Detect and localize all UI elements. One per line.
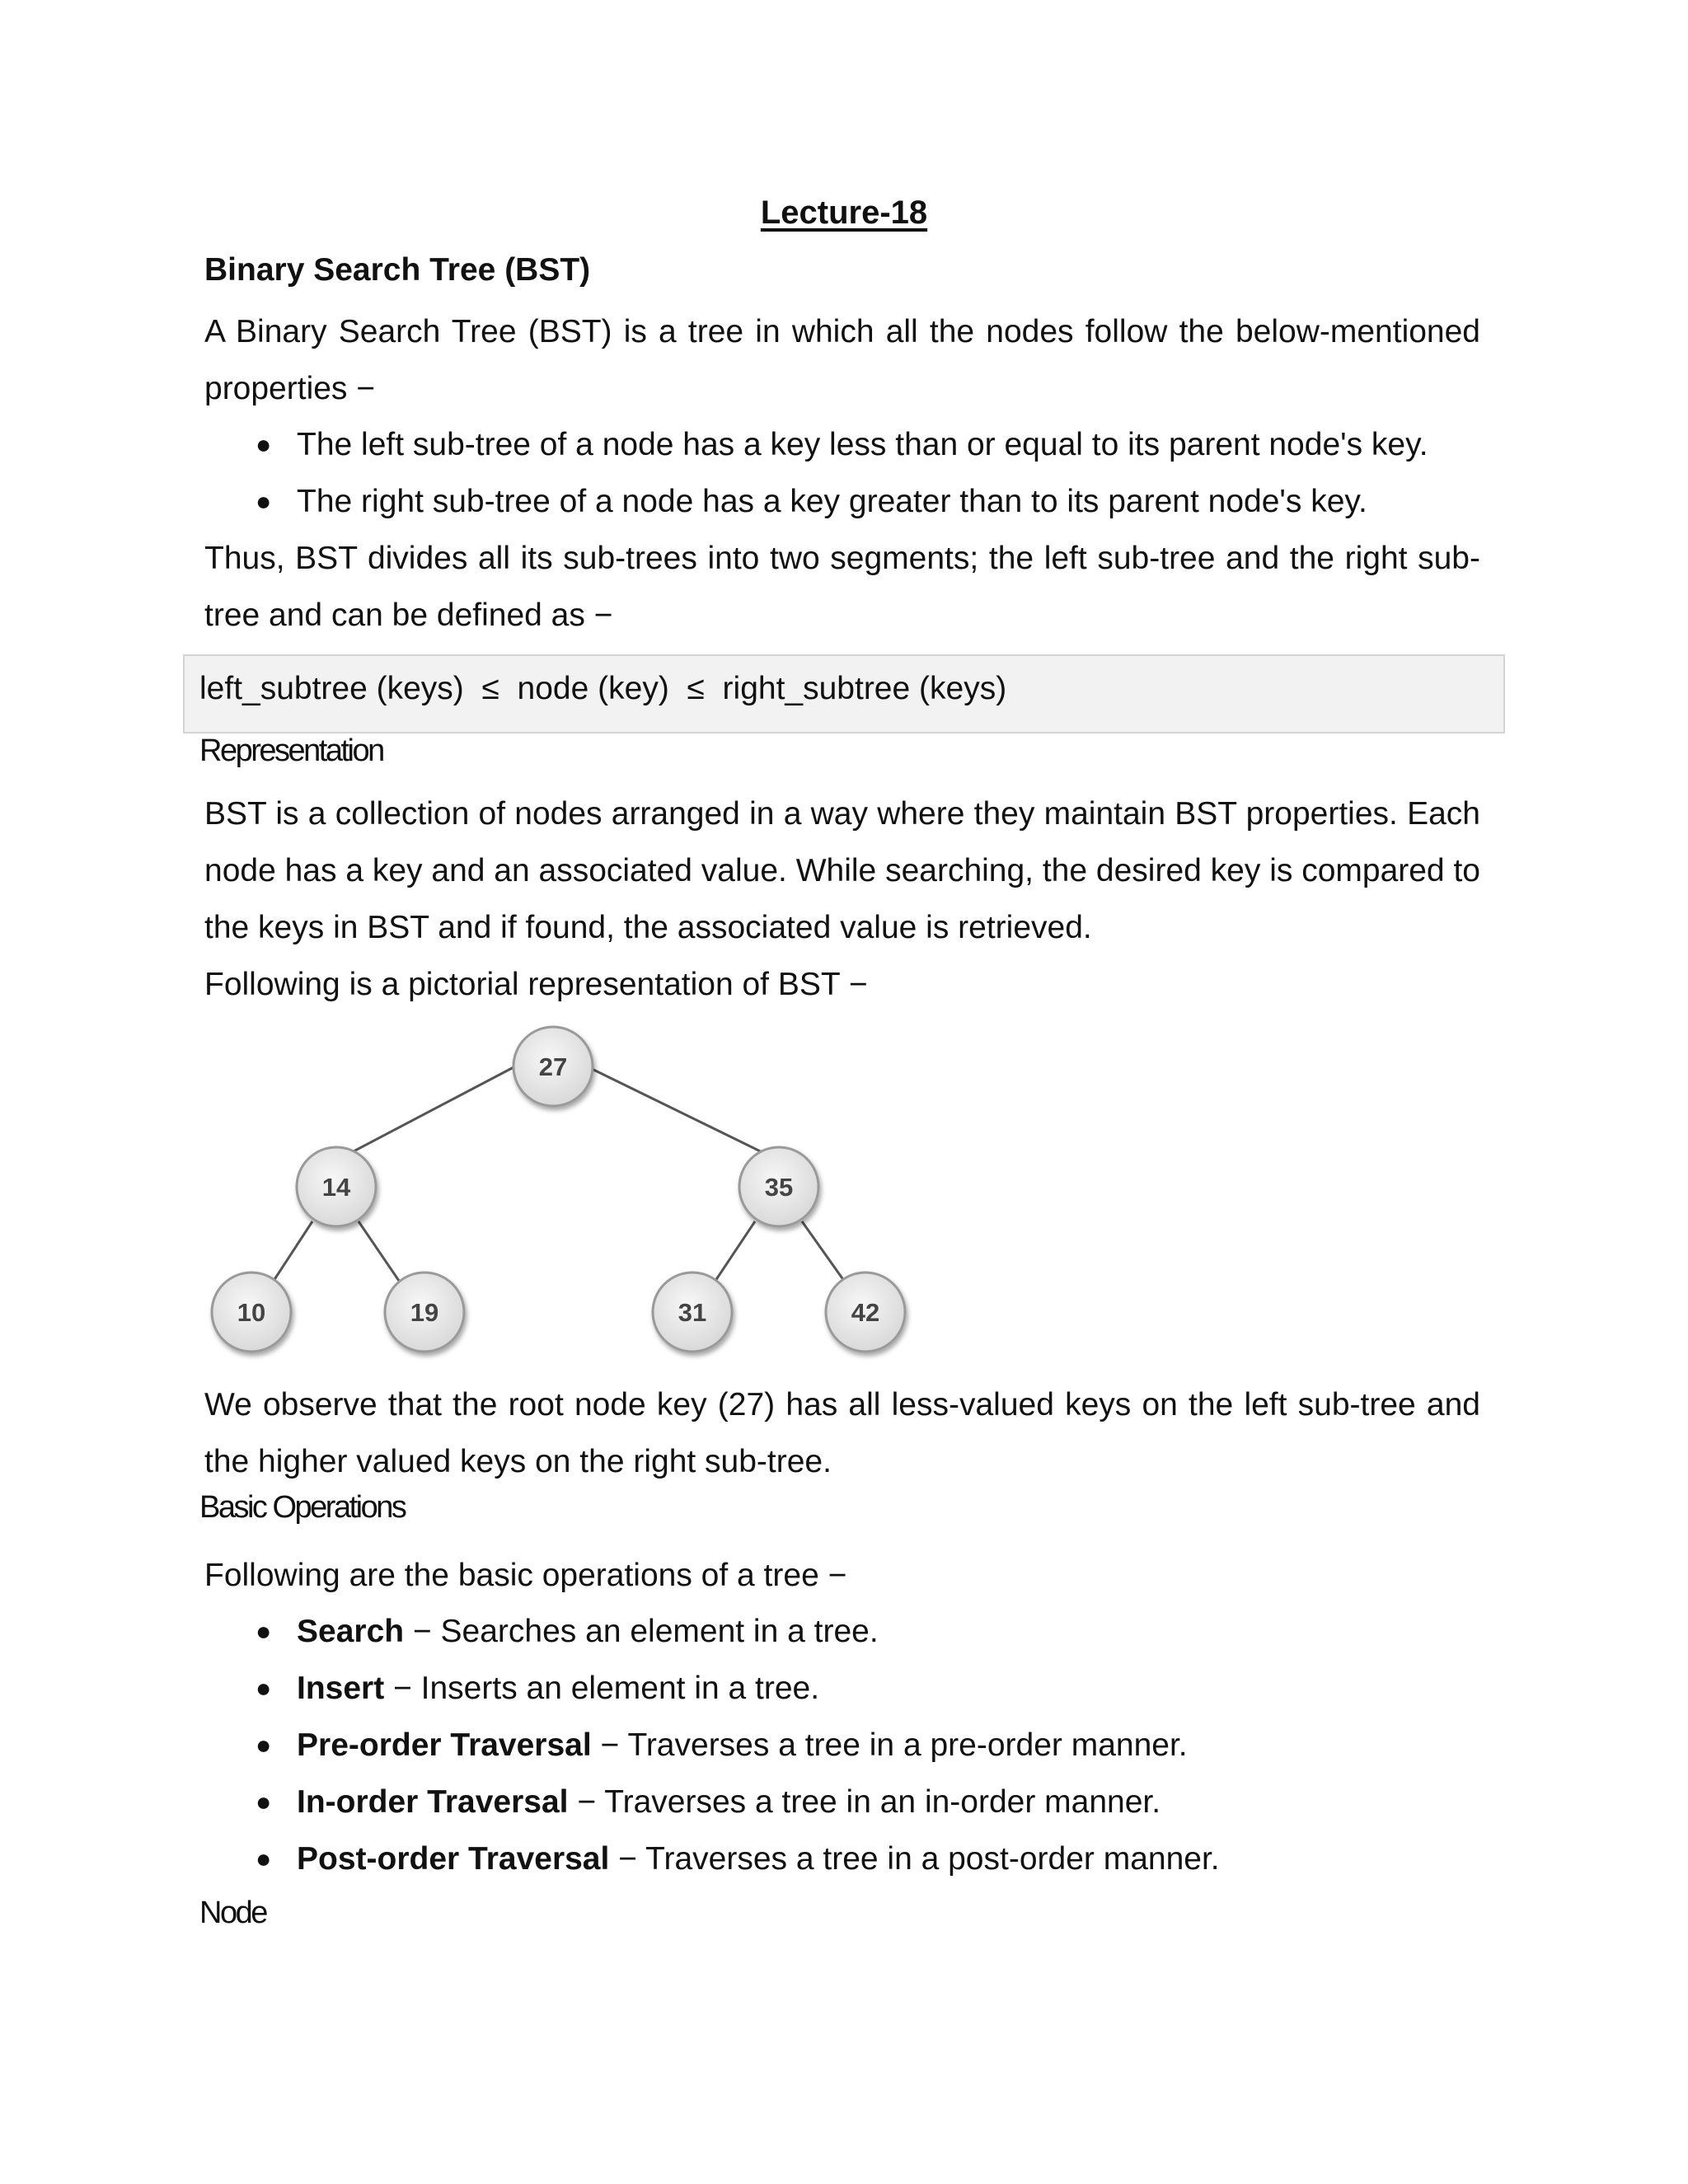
edge-14-19 (359, 1221, 399, 1281)
list-item (204, 473, 1523, 530)
representation-heading: Representation (199, 733, 383, 768)
node-label: 10 (237, 1298, 266, 1327)
bullet-icon: ● (256, 486, 272, 516)
operation-name: Post-order Traversal (297, 1841, 610, 1877)
operations-heading: Basic Operations (199, 1490, 406, 1525)
formula-box (183, 654, 1505, 733)
tree-node-left (297, 1147, 376, 1226)
bullet-icon: ● (256, 1787, 272, 1816)
bullet-icon: ● (256, 1616, 272, 1646)
operation-name: Insert (297, 1671, 385, 1706)
operation-name: Pre-order Traversal (297, 1727, 592, 1763)
node-label: 31 (678, 1298, 707, 1327)
properties-list (204, 416, 1523, 530)
divides-paragraph: Thus, BST divides all its sub-trees into two segments; the left sub-tree and the right sub-tree and can be defined as − (204, 541, 1480, 633)
operation-desc: − Traverses a tree in an in-order manner. (568, 1784, 1161, 1820)
bullet-icon: ● (256, 1673, 272, 1703)
tree-node-right-left (653, 1272, 732, 1352)
edge-35-42 (802, 1221, 844, 1281)
pictorial-caption: Following is a pictorial representation of BST − (204, 967, 868, 1002)
operation-desc: − Traverses a tree in a post-order manner. (609, 1841, 1220, 1877)
representation-paragraph: BST is a collection of nodes arranged in a way where they maintain BST properties. Each node has a key and an associated value. While searching, the desired key is compared to the keys in BST and if found, the associated value is retrieved. (204, 796, 1480, 945)
list-item (204, 1603, 1523, 1660)
operations-list (204, 1603, 1523, 1887)
operation-name: Search (297, 1614, 405, 1649)
list-item-text: The right sub-tree of a node has a key greater than to its parent node's key. (297, 484, 1367, 519)
edge-14-10 (274, 1221, 312, 1281)
bullet-icon: ● (256, 1844, 272, 1873)
intro-paragraph: A Binary Search Tree (BST) is a tree in which all the nodes follow the below-mentioned properties − (204, 314, 1480, 406)
node-label: 42 (851, 1298, 880, 1327)
node-label: 19 (410, 1298, 439, 1327)
list-item (204, 1717, 1523, 1774)
formula-text: left_subtree (keys) ≤ node (key) ≤ right_subtree (keys) (199, 671, 1007, 706)
bst-diagram (198, 1015, 940, 1370)
node-label: 27 (538, 1052, 568, 1081)
edge-27-35 (587, 1066, 779, 1160)
list-item (204, 1660, 1523, 1717)
operation-desc: − Inserts an element in a tree. (384, 1671, 820, 1706)
tree-node-right (739, 1147, 818, 1226)
operation-name: In-order Traversal (297, 1784, 569, 1820)
list-item (204, 1774, 1523, 1830)
bullet-icon: ● (256, 1730, 272, 1760)
node-label: 14 (321, 1173, 351, 1202)
observe-paragraph: We observe that the root node key (27) has all less-valued keys on the left sub-tree and the higher valued keys on the right sub-tree. (204, 1387, 1480, 1479)
edge-27-14 (336, 1066, 515, 1160)
tree-node-left-right (385, 1272, 464, 1352)
lecture-title: Lecture-18 (760, 194, 928, 231)
node-heading: Node (199, 1896, 266, 1930)
tree-node-root (513, 1027, 593, 1106)
operations-intro: Following are the basic operations of a tree − (204, 1558, 847, 1593)
operation-desc: − Traverses a tree in a pre-order manner. (591, 1727, 1188, 1763)
node-label: 35 (764, 1173, 794, 1202)
list-item-text: The left sub-tree of a node has a key less than or equal to its parent node's key. (297, 427, 1428, 462)
list-item (204, 416, 1523, 473)
tree-node-right-right (826, 1272, 905, 1352)
tree-node-left-left (212, 1272, 291, 1352)
list-item (204, 1830, 1523, 1887)
section-heading: Binary Search Tree (BST) (204, 252, 591, 288)
edge-35-31 (715, 1221, 755, 1281)
bullet-icon: ● (256, 429, 272, 459)
operation-desc: − Searches an element in a tree. (404, 1614, 879, 1649)
